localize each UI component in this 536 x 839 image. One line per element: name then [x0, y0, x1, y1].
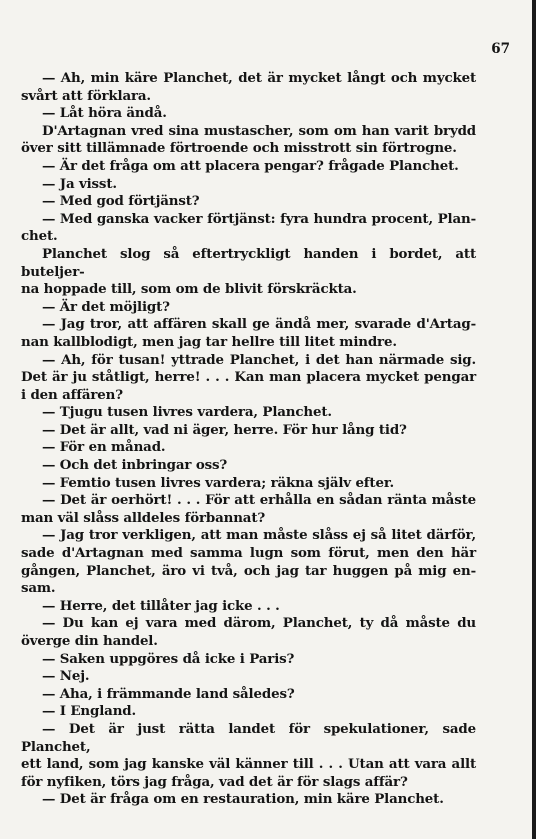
text-line: för nyfiken, törs jag fråga, vad det är för slags affär?: [21, 773, 408, 790]
text-line: — Herre, det tillåter jag icke . . .: [42, 597, 280, 614]
text-line: — I England.: [42, 703, 137, 720]
text-line: — Och det inbringar oss?: [42, 457, 228, 474]
text-line: — Är det möjligt?: [42, 298, 170, 315]
page-number: 67: [491, 41, 510, 57]
text-line: — Ah, för tusan! yttrade Planchet, i det han närmade sig.: [42, 351, 476, 368]
text-line: — Jag tror verkligen, att man måste slåss ej så litet därför,: [42, 527, 476, 544]
text-line: — Det är just rätta landet för spekulationer, sade Planchet,: [21, 720, 476, 755]
text-line: — Ja visst.: [42, 175, 117, 192]
text-line: — Saken uppgöres då icke i Paris?: [42, 650, 295, 667]
text-line: överge din handel.: [21, 633, 158, 649]
text-line: — Med god förtjänst?: [42, 193, 200, 210]
text-line: — Det är oerhört! . . . För att erhålla en sådan ränta måste: [42, 492, 476, 509]
text-line: — Det är fråga om en restauration, min käre Planchet.: [42, 791, 444, 808]
text-line: gången, Planchet, äro vi två, och jag tar huggen på mig en-: [21, 562, 476, 579]
text-line: — Jag tror, att affären skall ge ändå mer, svarade d'Artag-: [42, 316, 476, 333]
text-line: man väl slåss alldeles förbannat?: [21, 509, 266, 526]
body-text: [21, 70, 476, 809]
text-line: — Är det fråga om att placera pengar? frågade Planchet.: [42, 157, 459, 174]
text-line: svårt att förklara.: [21, 87, 151, 104]
page-edge: [532, 0, 536, 839]
text-line: nan kallblodigt, men jag tar hellre till litet mindre.: [21, 333, 397, 350]
text-line: ett land, som jag kanske väl känner till . . . Utan att vara allt: [21, 756, 476, 773]
text-line: — Tjugu tusen livres vardera, Planchet.: [42, 404, 332, 421]
text-line: — Med ganska vacker förtjänst: fyra hundra procent, Plan-: [42, 210, 476, 227]
text-line: — Det är allt, vad ni äger, herre. För hur lång tid?: [42, 421, 407, 438]
text-line: i den affären?: [21, 386, 123, 403]
text-line: D'Artagnan vred sina mustascher, som om han varit brydd: [42, 122, 476, 139]
text-line: — Låt höra ändå.: [42, 105, 167, 122]
text-line: Planchet slog så eftertryckligt handen i bordet, att buteljer-: [21, 245, 476, 280]
text-line: över sitt tillämnade förtroende och misstrott sin förtrogne.: [21, 140, 457, 157]
text-line: sade d'Artagnan med samma lugn som förut, men den här: [21, 545, 476, 562]
text-line: — Nej.: [42, 668, 90, 685]
text-line: — Ah, min käre Planchet, det är mycket långt och mycket: [42, 70, 476, 86]
text-line: — Aha, i främmande land således?: [42, 685, 295, 702]
text-line: — Du kan ej vara med därom, Planchet, ty då måste du: [42, 615, 476, 632]
text-line: Det är ju ståtligt, herre! . . . Kan man placera mycket pengar: [21, 369, 476, 386]
text-line: sam.: [21, 580, 56, 597]
text-line: chet.: [21, 228, 58, 245]
text-line: — För en månad.: [42, 439, 166, 456]
text-line: — Femtio tusen livres vardera; räkna själv efter.: [42, 474, 395, 491]
text-line: na hoppade till, som om de blivit förskräckta.: [21, 281, 357, 298]
